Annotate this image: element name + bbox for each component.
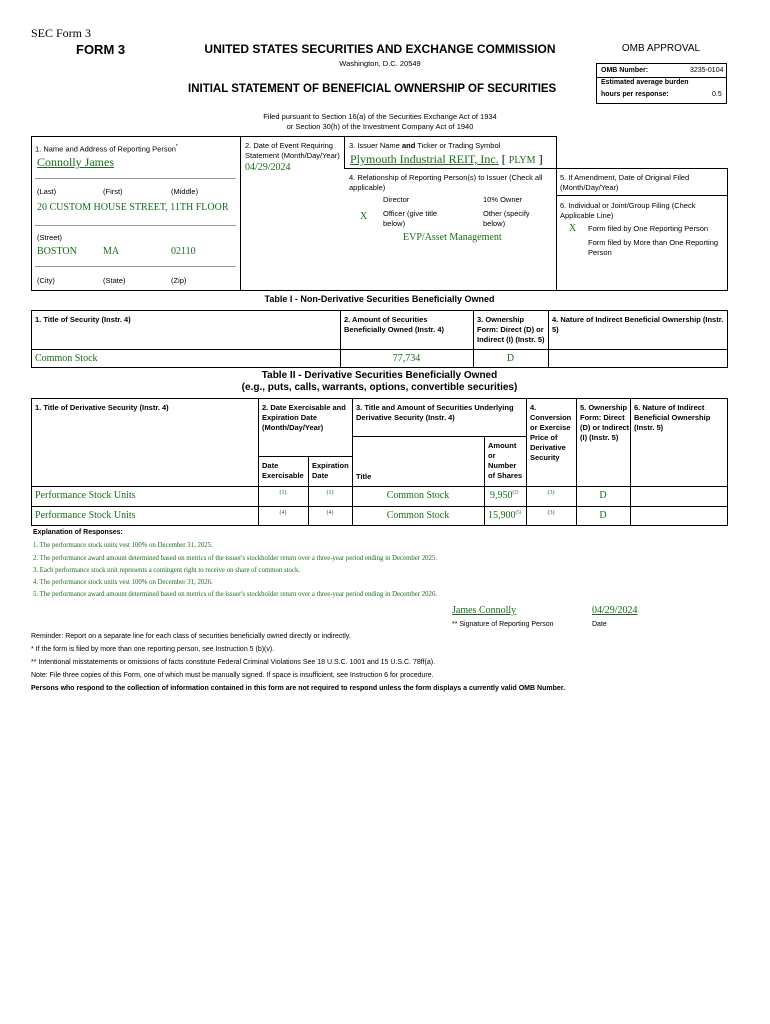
table2-col-dates: 2. Date Exercisable and Expiration Date (Month/Day/Year) (262, 403, 346, 432)
director-option: Director (383, 195, 410, 204)
middle-label: (Middle) (171, 187, 199, 196)
omb-hours-label: hours per response: (601, 91, 669, 98)
table2-row2-underlying: Common Stock (386, 510, 450, 521)
date-label: Date (592, 621, 607, 628)
table2-row2-ownership: D (599, 510, 607, 521)
explanation-item-2: 2. The performance award amount determined based on metrics of the issuer's stockholder return over a three-year period ending in December 2025. (33, 555, 438, 562)
signature-label: ** Signature of Reporting Person (452, 621, 554, 628)
table1-col-nature: 4. Nature of Indirect Beneficial Ownership (Instr. 5) (552, 315, 724, 334)
table2-col-underlying-title: Title (356, 472, 372, 481)
city-label: (City) (37, 276, 55, 285)
table2-row1-exercisable: (1) (279, 490, 287, 496)
explanation-item-4: 4. The performance stock units vest 100% on December 31, 2026. (33, 579, 213, 586)
street-address: 20 CUSTOM HOUSE STREET, 11TH FLOOR (37, 202, 229, 213)
omb-burden-value: 0.5 (712, 91, 722, 98)
table1-row-amount: 77,734 (392, 353, 421, 364)
officer-option: Officer (give title below) (383, 209, 438, 228)
relationship-label: 4. Relationship of Reporting Person(s) to Issuer (Check all applicable) (349, 173, 543, 192)
city-value: BOSTON (37, 246, 77, 257)
table1-row-ownership: D (506, 353, 515, 364)
form-number: FORM 3 (76, 42, 126, 57)
omb-title: OMB APPROVAL (621, 43, 701, 54)
zip-value: 02110 (171, 246, 196, 257)
agency-location: Washington, D.C. 20549 (339, 59, 421, 68)
statement-title: INITIAL STATEMENT OF BENEFICIAL OWNERSHIP OF SECURITIES (188, 83, 557, 95)
table1-row-title: Common Stock (35, 353, 98, 364)
issuer-name-link[interactable]: Plymouth Industrial REIT, Inc. (350, 152, 499, 166)
single-person-option: Form filed by One Reporting Person (588, 224, 709, 233)
issuer-name-line: Plymouth Industrial REIT, Inc. [ PLYM ] (350, 152, 543, 166)
table2-title: Table II - Derivative Securities Beneficially Owned (261, 370, 498, 381)
multiple-persons-option: Form filed by More than One Reporting Person (588, 238, 719, 257)
other-option: Other (specify below) (483, 209, 530, 228)
street-label: (Street) (37, 233, 63, 242)
officer-title: EVP/Asset Management (403, 232, 502, 243)
table2-row1-ownership: D (599, 490, 607, 501)
table2-col-underlying: 3. Title and Amount of Securities Underlying Derivative Security (Instr. 4) (356, 403, 514, 422)
table2-col-title: 1. Title of Derivative Security (Instr. 4) (35, 403, 169, 412)
omb-burden-label: Estimated average burden (601, 79, 689, 86)
table2-row2-expiration: (4) (326, 510, 334, 516)
table1-col-title: 1. Title of Security (Instr. 4) (35, 315, 131, 324)
table2-row1-price: (3) (547, 490, 555, 496)
table2-col-nature: 6. Nature of Indirect Beneficial Ownership (Instr. 5) (634, 403, 711, 432)
table2-col-expiration: Expiration Date (312, 461, 349, 480)
table2-subtitle: (e.g., puts, calls, warrants, options, convertible securities) (241, 382, 518, 393)
officer-check-mark: X (360, 211, 368, 222)
amendment-label: 5. If Amendment, Date of Original Filed (Month/Day/Year) (560, 173, 690, 192)
table2-row2-amount: 15,900$^{(5)}$ (488, 510, 522, 521)
filed-pursuant-line1: Filed pursuant to Section 16(a) of the Securities Exchange Act of 1934 (263, 112, 497, 121)
explanation-item-1: 1. The performance stock units vest 100% on December 31, 2025. (33, 542, 213, 549)
table2-row2-price: (3) (547, 510, 555, 516)
table2-col-underlying-amount: Amount or Number of Shares (488, 441, 523, 480)
table2-row1-title: Performance Stock Units (35, 490, 136, 501)
filing-check-mark: X (569, 223, 577, 234)
table1-col-amount: 2. Amount of Securities Beneficially Owned (Instr. 4) (344, 315, 445, 334)
explanation-item-3: 3. Each performance stock unit represents a contingent right to receive on share of common stock. (33, 567, 301, 574)
issuer-label: 3. Issuer Name and Ticker or Trading Symbol (349, 141, 501, 150)
zip-label: (Zip) (171, 276, 187, 285)
filed-pursuant-line2: or Section 30(h) of the Investment Company Act of 1940 (286, 122, 474, 131)
table2-row2-title: Performance Stock Units (35, 510, 136, 521)
footnote-violations: ** Intentional misstatements or omissions of facts constitute Federal Criminal Violations See 18 U.S.C. 1001 and 15 U.S.C. 78ff(a). (31, 659, 435, 666)
explanation-title: Explanation of Responses: (33, 529, 123, 536)
table2-col-exercisable: Date Exercisable (262, 461, 304, 480)
table1-col-ownership: 3. Ownership Form: Direct (D) or Indirect (I) (Instr. 5) (477, 315, 545, 344)
table2-row1-underlying: Common Stock (386, 490, 450, 501)
first-label: (First) (103, 187, 123, 196)
table2-row1-amount: 9,950$^{(2)}$ (490, 490, 519, 501)
omb-number-label: OMB Number: (601, 67, 649, 74)
omb-disclaimer: Persons who respond to the collection of information contained in this form are not required to respond unless the form displays a currently valid OMB Number. (31, 685, 566, 692)
explanation-item-5: 5. The performance award amount determined based on metrics of the issuer's stockholder return over a three-year period ending in December 2026. (33, 591, 438, 598)
signature-date-link[interactable]: 04/29/2024 (592, 605, 638, 616)
event-date-label: 2. Date of Event Requiring Statement (Month/Day/Year) (245, 141, 340, 160)
table1-title: Table I - Non-Derivative Securities Beneficially Owned (264, 294, 495, 304)
table2-row1-expiration: (1) (326, 490, 334, 496)
state-value: MA (103, 246, 120, 257)
omb-number-value: 3235-0104 (690, 67, 724, 74)
event-date-value: 04/29/2024 (245, 162, 291, 173)
filing-label: 6. Individual or Joint/Group Filing (Check Applicable Line) (560, 201, 696, 220)
table2-col-conversion: 4. Conversion or Exercise Price of Derivative Security (530, 403, 572, 462)
agency-title: UNITED STATES SECURITIES AND EXCHANGE COMMISSION (204, 42, 556, 56)
last-label: (Last) (37, 187, 57, 196)
reminder-note: Reminder: Report on a separate line for each class of securities beneficially owned directly or indirectly. (31, 633, 351, 640)
ticker-symbol: PLYM (508, 155, 536, 166)
signature-name-link[interactable]: James Connolly (452, 605, 517, 616)
table2-col-ownership: 5. Ownership Form: Direct (D) or Indirect (I) (Instr. 5) (580, 403, 630, 442)
footnote-copies: Note: File three copies of this Form, one of which must be manually signed. If space is insufficient, see Instruction 6 for procedure. (31, 672, 434, 679)
footnote-multiple-persons: * If the form is filed by more than one reporting person, see Instruction 5 (b)(v). (31, 646, 275, 653)
ten-percent-owner-option: 10% Owner (483, 195, 523, 204)
sec-form-label: SEC Form 3 (31, 26, 92, 40)
reporting-person-name-link[interactable]: Connolly James (37, 155, 114, 169)
table2-row2-exercisable: (4) (279, 510, 287, 516)
reporting-person-label: 1. Name and Address of Reporting Person* (35, 144, 178, 154)
state-label: (State) (103, 276, 126, 285)
